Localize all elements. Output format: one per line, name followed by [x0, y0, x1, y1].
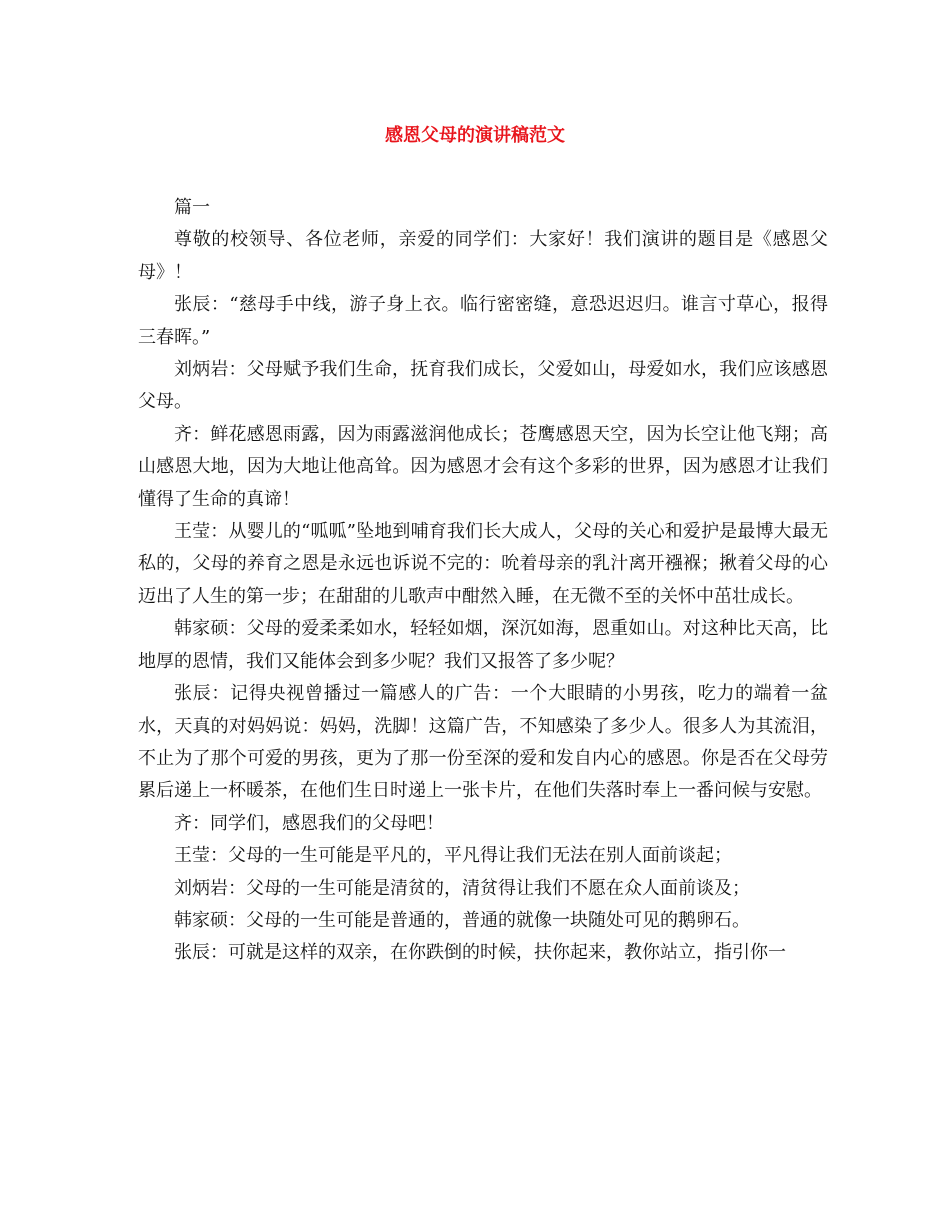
paragraph: 张辰：“慈母手中线，游子身上衣。临行密密缝，意恐迟迟归。谁言寸草心，报得三春晖。”	[138, 294, 828, 348]
paragraph: 韩家硕：父母的一生可能是普通的，普通的就像一块随处可见的鹅卵石。	[174, 909, 750, 931]
paragraph: 齐：鲜花感恩雨露，因为雨露滋润他成长；苍鹰感恩天空，因为长空让他飞翔；高山感恩大地，因为大地让他高耸。因为感恩才会有这个多彩的世界，因为感恩才让我们懂得了生命的真谛！	[138, 423, 828, 510]
document-title: 感恩父母的演讲稿范文	[385, 125, 565, 146]
paragraph: 韩家硕：父母的爱柔柔如水，轻轻如烟，深沉如海，恩重如山。对这种比天高，比地厚的恩情，我们又能体会到多少呢？我们又报答了多少呢？	[138, 618, 828, 672]
paragraph: 王莹：父母的一生可能是平凡的，平凡得让我们无法在别人面前谈起；	[174, 845, 732, 867]
paragraph: 张辰：可就是这样的双亲，在你跌倒的时候，扶你起来，教你站立，指引你一	[174, 942, 786, 964]
document-body	[138, 192, 828, 970]
paragraph: 刘炳岩：父母的一生可能是清贫的，清贫得让我们不愿在众人面前谈及；	[174, 877, 750, 899]
paragraph: 刘炳岩：父母赋予我们生命，抚育我们成长，父爱如山，母爱如水，我们应该感恩父母。	[138, 359, 828, 413]
paragraph: 齐：同学们，感恩我们的父母吧！	[174, 812, 444, 834]
paragraph-greeting: 尊敬的校领导、各位老师，亲爱的同学们：大家好！我们演讲的题目是《感恩父母》！	[138, 229, 828, 283]
paragraph: 王莹：从婴儿的“呱呱”坠地到哺育我们长大成人，父母的关心和爱护是最博大最无私的，父母的养育之恩是永远也诉说不完的：吮着母亲的乳汁离开襁褓；揪着父母的心迈出了人生的第一步；在甜甜的儿歌声中酣然入睡，在无微不至的关怀中茁壮成长。	[138, 521, 828, 607]
paragraph: 张辰：记得央视曾播过一篇感人的广告：一个大眼睛的小男孩，吃力的端着一盆水，天真的对妈妈说：妈妈，洗脚！这篇广告，不知感染了多少人。很多人为其流泪，不止为了那个可爱的男孩，更为了那一份至深的爱和发自内心的感恩。你是否在父母劳累后递上一杯暖茶，在他们生日时递上一张卡片，在他们失落时奉上一番问候与安慰。	[138, 683, 828, 802]
paragraph-section-label: 篇一	[174, 197, 210, 218]
